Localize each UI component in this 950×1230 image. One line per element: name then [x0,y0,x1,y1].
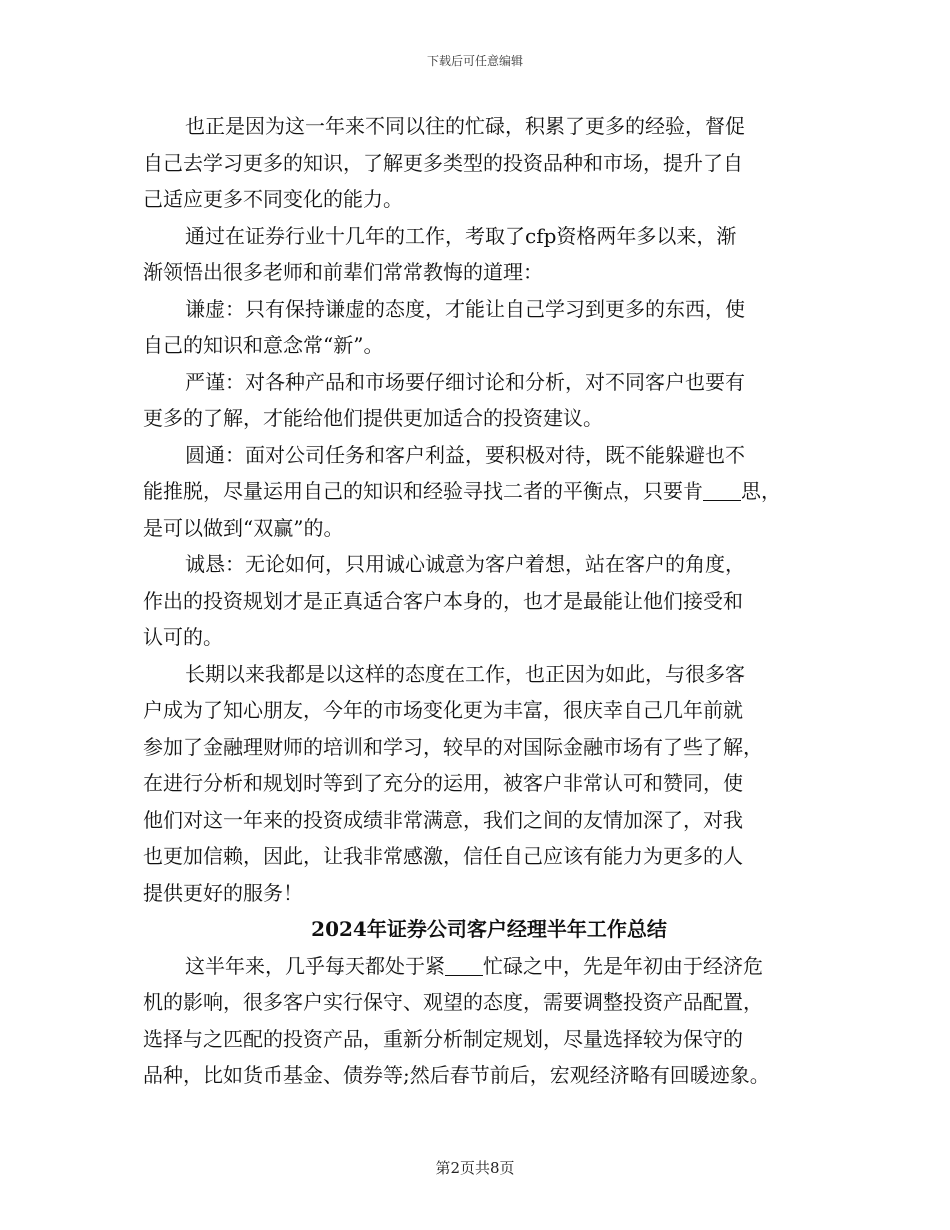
text-line: 也正是因为这一年来不同以往的忙碌，积累了更多的经验，督促 [185,114,745,138]
fill-in-blank [703,480,741,501]
text-line [143,948,825,985]
paragraph-half-year [143,948,825,1094]
paragraph-rigor [143,364,825,437]
text-segment: 忙碌之中，先是年初由于经济危 [483,953,763,978]
text-line: 品种，比如货币基金、债券等;然后春节前后，宏观经济略有回暖迹象。 [143,1063,770,1087]
text-segment: 能推脱，尽量运用自己的知识和经验寻找二者的平衡点，只要肯 [143,479,703,503]
document-body [143,108,825,1094]
fill-in-blank [445,955,483,976]
section-title: 2024年证券公司客户经理半年工作总结 [311,917,667,941]
text-line: 通过在证券行业十几年的工作，考取了cfp资格两年多以来，渐 [185,223,737,248]
text-line: 更多的了解，才能给他们提供更加适合的投资建议。 [143,406,603,430]
text-line: 严谨：对各种产品和市场要仔细讨论和分析，对不同客户也要有 [185,369,745,394]
text-line: 是可以做到“双赢”的。 [143,515,344,540]
text-line: 也更加信赖，因此，让我非常感激，信任自己应该有能力为更多的人 [143,844,743,868]
text-line: 己适应更多不同变化的能力。 [143,187,403,211]
text-segment: 这半年来，几乎每天都处于紧 [185,953,445,978]
text-line: 机的影响，很多客户实行保守、观望的态度，需要调整投资产品配置， [143,990,763,1014]
paragraph-modesty [143,291,825,364]
text-line: 自己去学习更多的知识，了解更多类型的投资品种和市场，提升了自 [143,150,743,175]
paragraph-cfp [143,218,825,291]
page-footer: 第2页共8页 [435,1159,515,1177]
text-line: 参加了金融理财师的培训和学习，较早的对国际金融市场有了些了解， [143,734,763,759]
text-line: 提供更好的服务！ [143,880,303,905]
text-line: 作出的投资规划才是正真适合客户本身的，也才是最能让他们接受和 [143,588,743,613]
text-line: 认可的。 [143,625,223,649]
text-line: 长期以来我都是以这样的态度在工作，也正因为如此，与很多客 [185,661,745,686]
text-line: 诚恳：无论如何，只用诚心诚意为客户着想，站在客户的角度， [185,552,745,576]
text-line: 自己的知识和意念常“新”。 [143,333,384,357]
paragraph-flexibility [143,437,825,547]
text-line: 在进行分析和规划时等到了充分的运用，被客户非常认可和赞同，使 [143,771,743,795]
page-header: 下载后可任意编辑 [426,54,523,68]
text-segment: 思， [741,479,781,503]
text-line: 谦虚：只有保持谦虚的态度，才能让自己学习到更多的东西，使 [185,296,745,321]
text-line: 选择与之匹配的投资产品，重新分析制定规划，尽量选择较为保守的 [143,1026,743,1051]
paragraph-busy-year [143,108,825,218]
text-line: 户成为了知心朋友，今年的市场变化更为丰富，很庆幸自己几年前就 [143,698,743,722]
paragraph-sincerity [143,546,825,656]
text-line: 圆通：面对公司任务和客户利益，要积极对待，既不能躲避也不 [185,442,745,467]
text-line [143,473,825,510]
text-line: 他们对这一年来的投资成绩非常满意，我们之间的友情加深了，对我 [143,807,743,832]
paragraph-long-term [143,656,825,912]
text-line: 渐领悟出很多老师和前辈们常常教悔的道理： [143,260,543,284]
